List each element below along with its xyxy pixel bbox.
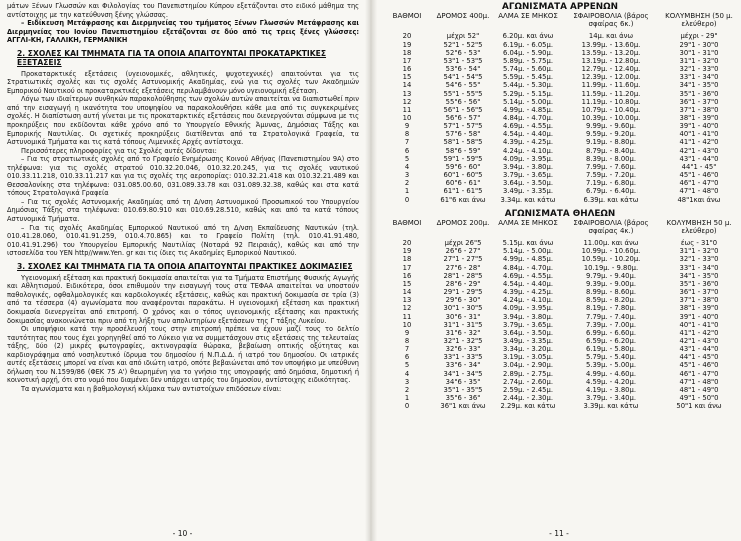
table-cell: 4.54μ. - 4.40μ. (502, 279, 553, 288)
table-cell: 34"1 - 34"5 (443, 369, 483, 378)
table-cell: 4.39μ. - 4.25μ. (502, 138, 553, 147)
table-cell: 5.79μ. - 5.40μ. (585, 353, 636, 362)
table-cell: 6.04μ. - 5.90μ. (502, 48, 553, 57)
table-cell: 11 (402, 312, 412, 321)
table-row (383, 239, 737, 247)
table-cell: έως - 31"0 (680, 239, 718, 248)
table-cell: 4.84μ. - 4.70μ. (502, 263, 553, 272)
table-cell: 57"1 - 57"5 (443, 122, 483, 131)
table-row (383, 361, 737, 369)
table-cell: 30"6 - 31" (445, 312, 481, 321)
section-3-paragraph: Οι υποψήφιοι κατά την προσέλευσή τους στην επιτροπή πρέπει να έχουν μαζί τους το δελτίο ταυτότητας που τους έχει χορηγηθεί από το Λύκειο για να συμμετάσχουν στις εξετάσεις της τελευταίας τάξης, δύο (2) μικρές φωτογραφίες, ακτινογραφία θώρακα, βεβαίωση οπτικής οξύτητας και καρδιογράφημα από νοσηλευτικό ίδρυμα του δημοσίου ή Ν.Π.Δ.Δ. ή ιατρό του δημοσίου. Οι ιατρικές αυτές εξετάσεις μπορεί να είναι και από ιδιώτη ιατρό, οπότε βεβαιώνεται από τον υποψήφιο με υπεύθυνη δήλωση του Ν.1599/86 (ΦΕΚ 75 Α') θεωρημένη για το γνήσιο της υπογραφής από δημόσια, δημοτική ή κοινοτική αρχή, ότι στο νομό που διαμένει δεν υπάρχει ιατρός του δημοσίου, αντίστοιχης ειδικότητας. (7, 325, 359, 385)
table-cell: 17 (402, 56, 412, 65)
men-table-body (383, 32, 737, 203)
table-cell: 6.19μ. - 6.05μ. (502, 40, 553, 49)
table-cell: 40"1 - 41"0 (679, 130, 719, 139)
table-cell: 10 (402, 113, 412, 122)
table-cell: 3.64μ. - 3.50μ. (502, 328, 553, 337)
table-cell: 32"1 - 32"5 (443, 336, 483, 345)
table-row (383, 280, 737, 288)
table-cell: 14μ. και άνω (588, 32, 634, 41)
table-cell: 6.19μ. - 5.80μ. (585, 345, 636, 354)
column-header: ΒΑΘΜΟΙ (392, 218, 422, 227)
table-cell: 10.39μ. - 10.00μ. (581, 113, 641, 122)
section-2-paragraph: Λόγω των ιδιαίτερων συνθηκών παρακολούθησης των σχολών αυτών απαιτείται να διαπιστωθεί πριν από την εισαγωγή η ικανότητα του υποψηφίου να παρακολουθήσει κάθε μια από τις συγκεκριμένες σχολές. Η διαπίστωση αυτή γίνεται με τις προκαταρκτικές εξετάσεις που διενεργούνται σύμφωνα με τις προκηρύξεις που εκδίδονται κάθε χρόνο από το Υπουργείο Εθνικής Άμυνας, Δημόσιας Τάξης και Εμπορικής Ναυτιλίας. Οι σχετικές προκηρύξεις διατίθενται από τα Στρατολογικά Γραφεία, τα Αστυνομικά Τμήματα και τις κατά τόπους Λιμενικές Αρχές αντίστοιχα. (7, 95, 359, 147)
table-cell: 34"1 - 35"0 (679, 81, 719, 90)
table-row (383, 386, 737, 394)
table-row (383, 196, 737, 204)
column-header: ΚΟΛΥΜΒΗΣΗ (50 μ. ελεύθερο) (665, 12, 733, 29)
table-cell: 43"1 - 44"0 (679, 154, 719, 163)
table-cell: 4 (404, 369, 410, 378)
table-cell: 10.79μ. - 10.40μ. (581, 105, 641, 114)
table-cell: 2 (404, 385, 410, 394)
table-cell: 4.99μ. - 4.85μ. (502, 255, 553, 264)
section-2-heading: 2. ΣΧΟΛΕΣ ΚΑΙ ΤΜΗΜΑΤΑ ΓΙΑ ΤΑ ΟΠΟΙΑ ΑΠΑΙΤΟΥΝΤΑΙ ΠΡΟΚΑΤΑΡΚΤΙΚΕΣ ΕΞΕΤΑΣΕΙΣ (17, 48, 327, 67)
table-cell: 36"1 - 37"0 (679, 288, 719, 297)
table-cell: 3.79μ. - 3.65μ. (502, 171, 553, 180)
table-row (383, 255, 737, 263)
table-cell: 1 (404, 187, 410, 196)
table-row (383, 130, 737, 138)
table-cell: 17 (402, 263, 412, 272)
table-row (383, 394, 737, 402)
table-cell: 6 (404, 146, 410, 155)
table-cell: 15 (402, 279, 412, 288)
table-cell: 38"1 - 39"0 (679, 304, 719, 313)
table-cell: 3.34μ. - 3.20μ. (502, 345, 553, 354)
table-cell: 4.19μ. - 3.80μ. (585, 385, 636, 394)
table-cell: 54"6 - 55" (445, 81, 481, 90)
table-row (383, 345, 737, 353)
table-cell: 27"6 - 28" (445, 263, 481, 272)
translation-note: – Ειδίκευση Μετάφρασης και Διερμηνείας του τμήματος Ξένων Γλωσσών Μετάφρασης και Διερμηνείας του Ιονίου Πανεπιστημίου εξετάζονται σε δύο από τις τρεις ξένες γλώσσες: ΑΓΓΛΙ-ΚΗ, ΓΑΛΛΙΚΗ, ΓΕΡΜΑΝΙΚΗ (7, 19, 359, 45)
table-cell: 43"1 - 44"0 (679, 345, 719, 354)
column-header: ΑΛΜΑ ΣΕ ΜΗΚΟΣ (498, 218, 558, 227)
table-cell: 6 (404, 353, 410, 362)
table-cell: 39"1 - 40"0 (679, 122, 719, 131)
table-cell: 31"1 - 32"0 (679, 247, 719, 256)
table-row (383, 321, 737, 329)
women-table-body (383, 239, 737, 410)
table-cell: 44"1 - 45" (681, 162, 717, 171)
table-cell: 19 (402, 40, 412, 49)
table-cell: 12.39μ. - 12.00μ. (581, 73, 641, 82)
column-header: ΔΡΟΜΟΣ 400μ. (436, 12, 490, 20)
table-cell: 10.19μ. - 9.80μ. (583, 263, 639, 272)
table-cell: 18 (402, 48, 412, 57)
table-row (383, 57, 737, 65)
page-number-right: - 11 - (549, 529, 569, 538)
table-row (383, 147, 737, 155)
table-cell: 0 (404, 402, 410, 411)
table-cell: 5 (404, 154, 410, 163)
table-row (383, 122, 737, 130)
table-cell: 45"1 - 46"0 (679, 171, 719, 180)
table-row (383, 114, 737, 122)
table-cell: μέχρι 26"5 (444, 239, 482, 248)
table-cell: 53"6 - 54" (445, 65, 481, 74)
right-page (377, 0, 741, 541)
table-cell: 5.15μ. και άνω (502, 239, 554, 248)
table-row (383, 337, 737, 345)
table-cell: 61"6 και άνω (440, 195, 486, 204)
table-cell: 4.59μ. - 4.20μ. (585, 377, 636, 386)
table-cell: 5.74μ. - 5.60μ. (502, 65, 553, 74)
table-cell: 4.69μ. - 4.55μ. (502, 122, 553, 131)
table-cell: 4.99μ. - 4.60μ. (585, 369, 636, 378)
table-cell: 4.54μ. - 4.40μ. (502, 130, 553, 139)
table-cell: 36"1 - 37"0 (679, 97, 719, 106)
table-cell: 31"1 - 31"5 (443, 320, 483, 329)
table-cell: 7 (404, 345, 410, 354)
table-cell: 3.64μ. - 3.50μ. (502, 179, 553, 188)
table-cell: 10 (402, 320, 412, 329)
table-cell: μέχρι - 29" (680, 32, 718, 41)
table-cell: 41"1 - 42"0 (679, 328, 719, 337)
column-header: ΔΡΟΜΟΣ 200μ. (436, 218, 490, 227)
table-cell: 5.14μ. - 5.00μ. (502, 97, 553, 106)
table-cell: 9.19μ. - 8.80μ. (585, 138, 636, 147)
table-cell: 20 (402, 32, 412, 41)
table-cell: 6.79μ. - 6.40μ. (585, 187, 636, 196)
table-cell: 2.59μ. - 2.45μ. (502, 385, 553, 394)
table-cell: 56"6 - 57" (445, 113, 481, 122)
table-cell: 3.49μ. - 3.35μ. (502, 187, 553, 196)
table-cell: 32"6 - 33" (445, 345, 481, 354)
table-cell: 4.84μ. - 4.70μ. (502, 113, 553, 122)
table-cell: 8.99μ. - 8.60μ. (585, 288, 636, 297)
table-cell: 12 (402, 97, 412, 106)
table-cell: 52"1 - 52"5 (443, 40, 483, 49)
table-cell: 52"6 - 53" (445, 48, 481, 57)
table-cell: 35"1 - 35"5 (443, 385, 483, 394)
table-cell: 2.74μ. - 2.60μ. (502, 377, 553, 386)
table-cell: 9.39μ. - 9.00μ. (585, 279, 636, 288)
table-cell: 39"1 - 40"0 (679, 312, 719, 321)
table-row (383, 179, 737, 187)
table-cell: 32"1 - 33"0 (679, 65, 719, 74)
table-cell: 29"1 - 30"0 (679, 40, 719, 49)
table-cell: 57"6 - 58" (445, 130, 481, 139)
section-2-paragraph: Περισσότερες πληροφορίες για τις Σχολές αυτές δίδονται: (21, 146, 217, 155)
table-cell: 11.19μ. - 10.80μ. (581, 97, 641, 106)
table-cell: 29"6 - 30" (445, 296, 481, 305)
column-header: ΣΦΑΙΡΟΒΟΛΙΑ (βάρος σφαίρας 4κ.) (573, 218, 649, 235)
table-cell: 2 (404, 179, 410, 188)
table-cell: 50"1 και άνω (676, 402, 722, 411)
table-cell: 14 (402, 81, 412, 90)
table-cell: 11 (402, 105, 412, 114)
left-page (0, 0, 365, 541)
table-cell: 3 (404, 171, 410, 180)
table-cell: 5.14μ. - 5.00μ. (502, 247, 553, 256)
table-cell: 8 (404, 336, 410, 345)
police-academy-info: – Για τις σχολές Αστυνομικής Ακαδημίας από τη Δ/νση Αστυνομικού Προσωπικού του Υπουργείου Δημόσιας Τάξης στα τηλέφωνα: 010.69.80.910 και 010.69.28.510, καθώς και από τα κατά τόπους Αστυνομικά Τμήματα. (7, 197, 359, 224)
table-cell: μέχρι 52" (446, 32, 480, 41)
table-cell: 31"6 - 32" (445, 328, 481, 337)
table-row (383, 370, 737, 378)
table-cell: 59"6 - 60" (445, 162, 481, 171)
section-2-paragraph: Προκαταρκτικές εξετάσεις (υγειονομικές, αθλητικές, ψυχοτεχνικές) απαιτούνται για τις Στρατιωτικές σχολές και τις σχολές Αστυνομικής Ακαδημίας, ενώ για τις σχολές των Ακαδημιών Εμπορικού Ναυτικού οι προκαταρκτικές εξετάσεις περιλαμβάνουν μόνο υγειονομική εξέταση. (7, 69, 359, 95)
table-cell: 42"1 - 43"0 (679, 336, 719, 345)
table-cell: 3.79μ. - 3.40μ. (585, 394, 636, 403)
table-cell: 30"1 - 31"0 (679, 48, 719, 57)
table-row (383, 313, 737, 321)
table-cell: 3.04μ. - 2.90μ. (502, 361, 553, 370)
table-row (383, 296, 737, 304)
table-cell: 30"1 - 30"5 (443, 304, 483, 313)
table-cell: 5.59μ. - 5.45μ. (502, 73, 553, 82)
table-cell: 4.24μ. - 4.10μ. (502, 146, 553, 155)
table-cell: 60"1 - 60"5 (443, 171, 483, 180)
table-cell: 7.79μ. - 7.40μ. (585, 312, 636, 321)
table-row (383, 264, 737, 272)
table-cell: 35"6 - 36" (445, 394, 481, 403)
table-cell: 11.59μ. - 11.20μ. (581, 89, 641, 98)
men-table-header (383, 12, 737, 32)
women-table-header (383, 219, 737, 239)
table-row (383, 155, 737, 163)
table-cell: 7.39μ. - 7.00μ. (585, 320, 636, 329)
table-cell: 29"1 - 29"5 (443, 288, 483, 297)
table-cell: 4.99μ. - 4.85μ. (502, 105, 553, 114)
table-cell: 3 (404, 377, 410, 386)
table-cell: 61"1 - 61"5 (443, 187, 483, 196)
table-cell: 9 (404, 328, 410, 337)
table-cell: 12.79μ. - 12.40μ. (581, 65, 641, 74)
table-cell: 5.44μ. - 5.30μ. (502, 81, 553, 90)
table-cell: 5.29μ. - 5.15μ. (502, 89, 553, 98)
table-cell: 7.59μ. - 7.20μ. (585, 171, 636, 180)
table-cell: 4.09μ. - 3.95μ. (502, 304, 553, 313)
table-cell: 2.44μ. - 2.30μ. (502, 394, 553, 403)
table-cell: 42"1 - 43"0 (679, 146, 719, 155)
military-schools-info: – Για τις στρατιωτικές σχολές από το Γραφείο Ενημέρωσης Κοινού Αθήνας (Πανεπιστημίου 9Α) στο τηλέφωνα: για τις σχολές στρατού 010.32.20.046, 010.32.20.245, για τις σχολές ναυτικού 010.33.11.218, 010.33.11.217 και για τις σχολές της αεροπορίας: 010.32.21.418 και 010.32.21.489 και Θεσσαλονίκης στα τηλέφωνα: 031.085.00.60, 031.089.33.78 και 031.089.32.38, καθώς και στα κατά τόπους Στρατολογικά Γραφεία (7, 155, 359, 198)
table-row (383, 171, 737, 179)
table-cell: 1 (404, 394, 410, 403)
table-cell: 13.59μ. - 13.20μ. (581, 48, 641, 57)
table-cell: 60"6 - 61" (445, 179, 481, 188)
table-cell: 13.99μ. - 13.60μ. (581, 40, 641, 49)
table-cell: 6.99μ. - 6.60μ. (585, 328, 636, 337)
table-cell: 8.19μ. - 7.80μ. (585, 304, 636, 313)
table-cell: 36"1 και άνω (440, 402, 486, 411)
table-row (383, 272, 737, 280)
table-cell: 3.79μ. - 3.65μ. (502, 320, 553, 329)
table-cell: 2.89μ. - 2.75μ. (502, 369, 553, 378)
table-cell: 28"6 - 29" (445, 279, 481, 288)
table-row (383, 247, 737, 255)
table-cell: 6.39μ. και κάτω (583, 195, 639, 204)
table-cell: 33"1 - 34"0 (679, 263, 719, 272)
table-cell: 56"1 - 56"5 (443, 105, 483, 114)
table-cell: 45"1 - 46"0 (679, 361, 719, 370)
section-3-paragraph: Υγειονομική εξέταση και πρακτική δοκιμασία απαιτείται για τα Τμήματα Επιστήμης Φυσικής Αγωγής και Αθλητισμού. Ειδικότερα, όσοι επιθυμούν την εισαγωγή τους στα ΤΕΦΑΑ απαιτείται να υποστούν παθολογικές, οφθαλμολογικές και καρδιολογικές εξετάσεις, καθώς και πρακτική δοκιμασία σε τρία (3) από τα τέσσερα (4) αγωνίσματα που αναφέρονται παρακάτω. Η υγειονομική εξέταση και πρακτική δοκιμασία διενεργείται από επιτροπή. Ο χρόνος και ο τόπος υγειονομικής εξέτασης και πρακτικής δοκιμασίας ανακοινώνεται πριν από τη λήξη των απολυτηρίων εξετάσεων της Γ τάξης Λυκείου. (7, 273, 359, 325)
table-cell: 35"1 - 36"0 (679, 89, 719, 98)
table-cell: 46"1 - 47"0 (679, 179, 719, 188)
table-cell: 3.19μ. - 3.05μ. (502, 353, 553, 362)
table-row (383, 353, 737, 361)
table-row (383, 163, 737, 171)
table-cell: 3.34μ. και κάτω (500, 195, 556, 204)
women-table-title: ΑΓΩΝΙΣΜΑΤΑ ΘΗΛΕΩΝ (504, 208, 616, 219)
table-cell: 10.99μ. - 10.60μ. (581, 247, 641, 256)
table-cell: 8.59μ. - 8.20μ. (585, 296, 636, 305)
page-number-left: - 10 - (172, 529, 193, 538)
table-cell: 12 (402, 304, 412, 313)
table-cell: 14 (402, 288, 412, 297)
table-cell: 7.99μ. - 7.60μ. (585, 162, 636, 171)
table-cell: 41"1 - 42"0 (679, 138, 719, 147)
section-3-heading: 3. ΣΧΟΛΕΣ ΚΑΙ ΤΜΗΜΑΤΑ ΓΙΑ ΤΑ ΟΠΟΙΑ ΑΠΑΙΤΟΥΝΤΑΙ ΠΡΑΚΤΙΚΕΣ ΔΟΚΙΜΑΣΙΕΣ (17, 261, 353, 271)
table-cell: 48"1και άνω (677, 195, 721, 204)
table-cell: 5.39μ. - 5.00μ. (585, 361, 636, 370)
table-cell: 3.49μ. - 3.35μ. (502, 336, 553, 345)
table-cell: 9.99μ. - 9.60μ. (585, 122, 636, 131)
table-cell: 0 (404, 195, 410, 204)
column-header: ΒΑΘΜΟΙ (392, 12, 422, 20)
table-cell: 5 (404, 361, 410, 370)
women-events-table (383, 219, 737, 411)
table-cell: 3.94μ. - 3.80μ. (502, 312, 553, 321)
table-cell: 6.20μ. και άνω (502, 32, 554, 41)
table-cell: 9.79μ. - 9.40μ. (585, 271, 636, 280)
table-cell: 16 (402, 65, 412, 74)
table-row (383, 32, 737, 40)
table-cell: 4.24μ. - 4.10μ. (502, 296, 553, 305)
table-row (383, 402, 737, 410)
men-table-title: ΑΓΩΝΙΣΜΑΤΑ ΑΡΡΕΝΩΝ (502, 2, 618, 12)
table-row (383, 73, 737, 81)
table-cell: 18 (402, 255, 412, 264)
table-cell: 19 (402, 247, 412, 256)
table-cell: 9 (404, 122, 410, 131)
book-gutter (365, 0, 377, 541)
table-cell: 27"1 - 27"5 (443, 255, 483, 264)
table-cell: 46"1 - 47"0 (679, 369, 719, 378)
table-cell: 58"1 - 58"5 (443, 138, 483, 147)
table-cell: 8.79μ. - 8.40μ. (585, 146, 636, 155)
table-cell: 34"6 - 35" (445, 377, 481, 386)
table-cell: 38"1 - 39"0 (679, 113, 719, 122)
table-cell: 7 (404, 138, 410, 147)
table-cell: 31"1 - 32"0 (679, 56, 719, 65)
table-cell: 16 (402, 271, 412, 280)
table-cell: 11.99μ. - 11.60μ. (581, 81, 641, 90)
table-cell: 37"1 - 38"0 (679, 105, 719, 114)
column-header: ΚΟΛΥΜΒΗΣΗ 50 μ. ελεύθερο) (666, 218, 732, 235)
table-cell: 7.19μ. - 6.80μ. (585, 179, 636, 188)
table-cell: 47"1 - 48"0 (679, 187, 719, 196)
table-cell: 37"1 - 38"0 (679, 296, 719, 305)
table-cell: 47"1 - 48"0 (679, 377, 719, 386)
table-cell: 3.94μ. - 3.80μ. (502, 162, 553, 171)
column-header: ΣΦΑΙΡΟΒΟΛΙΑ (βάρος σφαίρας 6κ.) (573, 12, 649, 29)
table-row (383, 41, 737, 49)
merchant-navy-info: – Για τις σχολές Ακαδημίας Εμπορικού Ναυτικού από τη Δ/νση Εκπαίδευσης Ναυτικών (τηλ. 010.41.28.060, 010.41.91.259, 010.4.70.865) και το Γραφείο Πολίτη (τηλ. 010.41.91.480, 010.41.91.296) του Υπουργείου Εμπορικής Ναυτιλίας (Νοταρά 92 Πειραιάς), καθώς και από την ιστοσελίδα του ΥΕΝ http//www.Yen. gr και τις ίδιες τις Ακαδημίες Εμπορικού Ναυτικού. (7, 223, 359, 258)
table-cell: 20 (402, 239, 412, 248)
table-cell: 53"1 - 53"5 (443, 56, 483, 65)
table-cell: 48"1 - 49"0 (679, 385, 719, 394)
table-cell: 3.39μ. και κάτω (583, 402, 639, 411)
table-row (383, 98, 737, 106)
table-row (383, 378, 737, 386)
table-cell: 59"1 - 59"5 (443, 154, 483, 163)
table-row (383, 187, 737, 195)
table-cell: 40"1 - 41"0 (679, 320, 719, 329)
table-cell: 4.39μ. - 4.25μ. (502, 288, 553, 297)
table-cell: 33"1 - 33"5 (443, 353, 483, 362)
table-cell: 26"6 - 27" (445, 247, 481, 256)
column-header: ΑΛΜΑ ΣΕ ΜΗΚΟΣ (498, 12, 558, 20)
table-cell: 6.59μ. - 6.20μ. (585, 336, 636, 345)
table-cell: 13.19μ. - 12.80μ. (581, 56, 641, 65)
table-cell: 33"1 - 34"0 (679, 73, 719, 82)
table-cell: 33"6 - 34" (445, 361, 481, 370)
table-cell: 28"1 - 28"5 (443, 271, 483, 280)
table-row (383, 81, 737, 89)
section-3-paragraph: Τα αγωνίσματα και η βαθμολογική κλίμακα των αντιστοίχων επιδόσεων είναι: (21, 384, 282, 393)
table-cell: 44"1 - 45"0 (679, 353, 719, 362)
men-events-table (383, 12, 737, 204)
table-cell: 2.29μ. και κάτω (500, 402, 556, 411)
table-cell: 55"1 - 55"5 (443, 89, 483, 98)
table-cell: 54"1 - 54"5 (443, 73, 483, 82)
table-cell: 32"1 - 33"0 (679, 255, 719, 264)
table-row (383, 288, 737, 296)
table-cell: 4.69μ. - 4.55μ. (502, 271, 553, 280)
table-cell: 55"6 - 56" (445, 97, 481, 106)
table-cell: 4.09μ. - 3.95μ. (502, 154, 553, 163)
table-row (383, 329, 737, 337)
intro-paragraph: μάτων Ξένων Γλωσσών και Φιλολογίας του Πανεπιστημίου Κύπρου εξετάζονται στο ειδικό μάθημα της αντίστοιχης με την κατεύθυνση ξένης γλώσσας. (7, 2, 359, 19)
table-row (383, 138, 737, 146)
table-cell: 8.39μ. - 8.00μ. (585, 154, 636, 163)
table-cell: 9.59μ. - 9.20μ. (585, 130, 636, 139)
table-cell: 15 (402, 73, 412, 82)
table-cell: 13 (402, 89, 412, 98)
table-cell: 34"1 - 35"0 (679, 271, 719, 280)
table-cell: 58"6 - 59" (445, 146, 481, 155)
table-cell: 49"1 - 50"0 (679, 394, 719, 403)
table-row (383, 106, 737, 114)
table-cell: 11.00μ. και άνω (583, 239, 639, 248)
table-cell: 4 (404, 162, 410, 171)
table-cell: 35"1 - 36"0 (679, 279, 719, 288)
table-row (383, 49, 737, 57)
table-cell: 8 (404, 130, 410, 139)
table-row (383, 90, 737, 98)
table-row (383, 65, 737, 73)
table-cell: 13 (402, 296, 412, 305)
table-cell: 10.59μ. - 10.20μ. (581, 255, 641, 264)
table-row (383, 304, 737, 312)
table-cell: 5.89μ. - 5.75μ. (502, 56, 553, 65)
